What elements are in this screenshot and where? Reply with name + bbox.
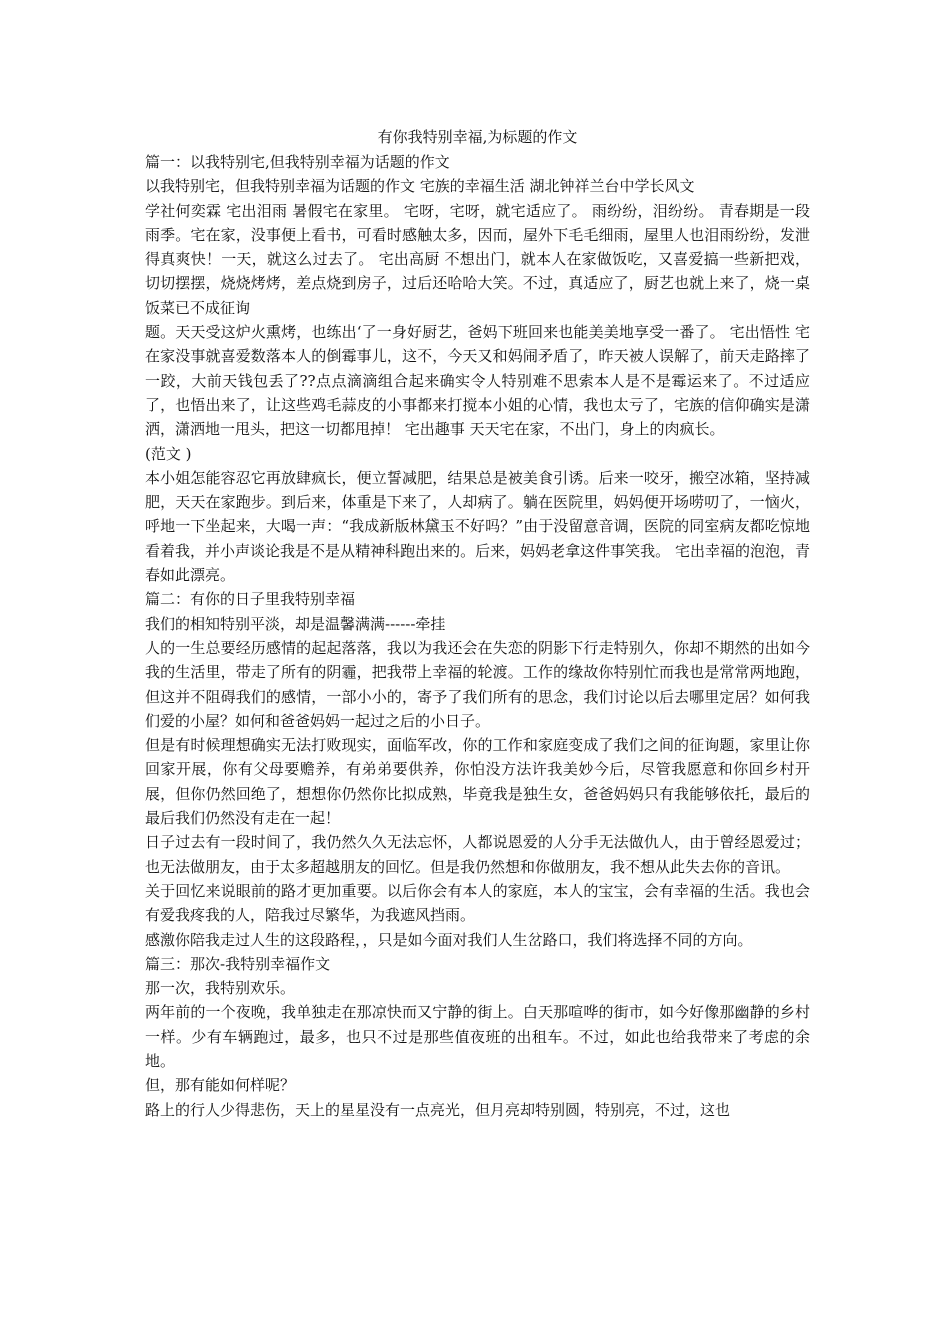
paragraph: 以我特别宅，但我特别幸福为话题的作文 宅族的幸福生活 湖北钟祥兰台中学长风文 xyxy=(145,177,695,196)
paragraph: 感激你陪我走过人生的这段路程，，只是如今面对我们人生岔路口，我们将选择不同的方向。 xyxy=(145,930,753,949)
paragraph: 关于回忆来说眼前的路才更加重要。以后你会有本人的家庭，本人的宝宝，会有幸福的生活。我也会有爱我疼我的人，陪我过尽繁华，为我遮风挡雨。 xyxy=(145,881,810,925)
paragraph: 路上的行人少得悲伤，天上的星星没有一点亮光，但月亮却特别圆，特别亮，不过，这也 xyxy=(145,1100,731,1119)
paragraph: (范文 ) xyxy=(145,444,192,463)
paragraph: 但是有时候理想确实无法打败现实，面临军改，你的工作和家庭变成了我们之间的征询题，家里让你回家开展，你有父母要赡养，有弟弟要供养，你怕没方法许我美妙今后，尽管我愿意和你回乡村开展，但你仍然回绝了，想想你仍然你比拟成熟，毕竟我是独生女，爸爸妈妈只有我能够依托，最后的最后我们仍然没有走在一起！ xyxy=(145,736,810,828)
paragraph: 两年前的一个夜晚，我单独走在那凉快而又宁静的街上。白天那喧哗的街市，如今好像那幽静的乡村一样。少有车辆跑过，最多，也只不过是那些值夜班的出租车。不过，如此也给我带来了考虑的余地。 xyxy=(145,1003,810,1070)
document-title: 有你我特别幸福,为标题的作文 xyxy=(377,128,578,146)
section-heading: 篇一：以我特别宅,但我特别幸福为话题的作文 xyxy=(145,153,450,171)
paragraph: 题。天天受这炉火熏烤，也练出‘了一身好厨艺，爸妈下班回来也能美美地享受一番了。 宅出悟性 宅在家没事就喜爱数落本人的倒霉事儿，这不，今天又和妈闹矛盾了，昨天被人误解了，前天走路摔了一跤，大前天钱包丢了??点点滴滴组合起来确实令人特别难不思索本人是不是霉运来了。不过适应了，也悟出来了，让这些鸡毛蒜皮的小事都来打搅本小姐的心情，我也太亏了，宅族的信仰确实是潇洒，潇洒地一甩头，把这一切都甩掉！ 宅出趣事 天天宅在家，不出门，身上的肉疯长。 xyxy=(145,323,810,439)
paragraph: 学社何奕霖 宅出泪雨 暑假宅在家里。 宅呀，宅呀，就宅适应了。 雨纷纷，泪纷纷。 青春期是一段雨季。宅在家，没事便上看书，可看时感触太多，因而，屋外下毛毛细雨，屋里人也泪雨纷纷，发泄得真爽快！一天，就这么过去了。 宅出高厨 不想出门，就本人在家做饭吃，又喜爱搞一些新把戏，切切摆摆，烧烧烤烤，差点烧到房子，过后还哈哈大笑。不过，真适应了，厨艺也就上来了，烧一桌饭菜已不成征询 xyxy=(145,201,810,317)
paragraph: 日子过去有一段时间了，我仍然久久无法忘怀，人都说恩爱的人分手无法做仇人，由于曾经恩爱过；也无法做朋友，由于太多超越朋友的回忆。但是我仍然想和你做朋友，我不想从此失去你的音讯。 xyxy=(145,833,810,876)
paragraph: 但，那有能如何样呢？ xyxy=(145,1076,296,1095)
section-heading: 篇二：有你的日子里我特别幸福 xyxy=(145,590,356,609)
paragraph: 我们的相知特别平淡，却是温馨满满------牵挂 xyxy=(145,614,446,633)
section-heading: 篇三：那次-我特别幸福作文 xyxy=(145,954,331,973)
document-page xyxy=(145,126,810,1122)
paragraph: 那一次，我特别欢乐。 xyxy=(145,979,296,998)
paragraph: 人的一生总要经历感情的起起落落，我以为我还会在失恋的阴影下行走特别久，你却不期然的出如今我的生活里，带走了所有的阴霾，把我带上幸福的轮渡。工作的缘故你特别忙而我也是常常两地跑，但这并不阻碍我们的感情，一部小小的，寄予了我们所有的思念，我们讨论以后去哪里定居？如何我们爱的小屋？如何和爸爸妈妈一起过之后的小日子。 xyxy=(145,638,810,730)
paragraph: 本小姐怎能容忍它再放肆疯长，便立誓减肥，结果总是被美食引诱。后来一咬牙，搬空冰箱，坚持减肥，天天在家跑步。到后来，体重是下来了，人却病了。躺在医院里，妈妈便开场唠叨了，一恼火，呼地一下坐起来，大喝一声：“我成新版林黛玉不好吗？”由于没留意音调，医院的同室病友都吃惊地看着我，并小声谈论我是不是从精神科跑出来的。后来，妈妈老拿这件事笑我。 宅出幸福的泡泡，青春如此漂亮。 xyxy=(145,468,810,585)
